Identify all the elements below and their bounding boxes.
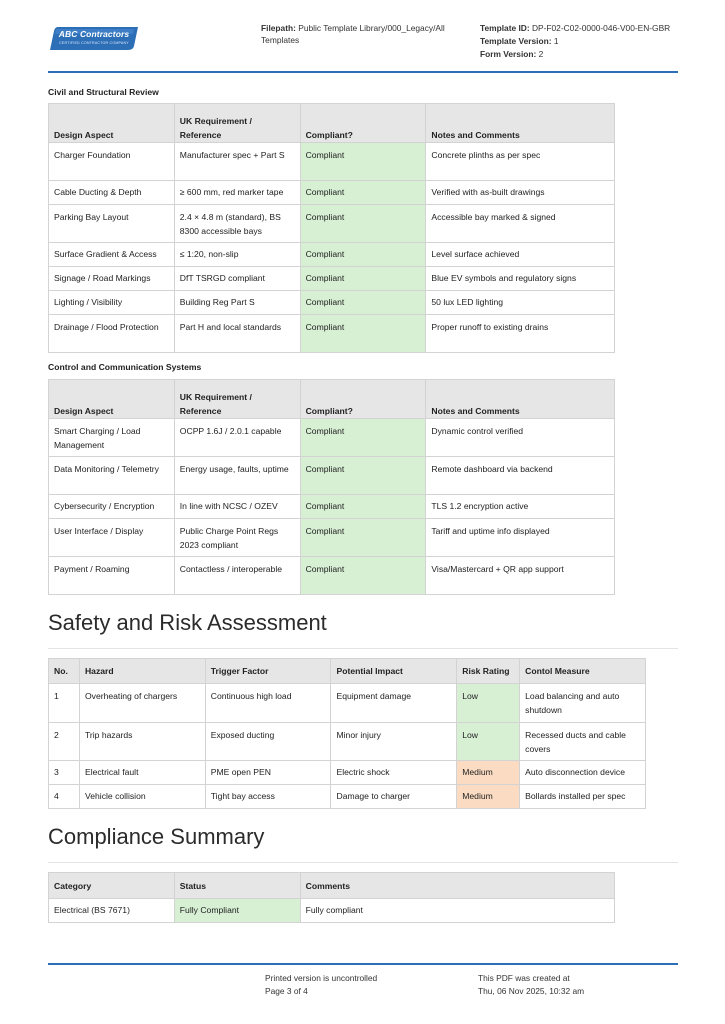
column-header: Design Aspect <box>49 380 175 419</box>
table-cell: Building Reg Part S <box>174 291 300 315</box>
column-header: Potential Impact <box>331 659 457 684</box>
table-cell: Data Monitoring / Telemetry <box>49 457 175 495</box>
table-row <box>49 519 615 557</box>
summary-table <box>48 872 615 923</box>
table-cell: 4 <box>49 785 80 809</box>
table-cell: Public Charge Point Regs 2023 compliant <box>174 519 300 557</box>
table-cell: Vehicle collision <box>79 785 205 809</box>
table-cell: Blue EV symbols and regulatory signs <box>426 267 615 291</box>
table-cell: Dynamic control verified <box>426 419 615 457</box>
table-row <box>49 684 646 723</box>
table-cell: Tariff and uptime info displayed <box>426 519 615 557</box>
filepath-block <box>261 22 461 46</box>
table-cell: 1 <box>49 684 80 723</box>
footer-left <box>265 972 377 998</box>
column-header: Design Aspect <box>49 104 175 143</box>
column-header: Category <box>49 873 175 899</box>
compliance-status: Compliant <box>300 419 426 457</box>
table-row <box>49 495 615 519</box>
safety-heading: Safety and Risk Assessment <box>48 610 327 635</box>
civil-section-title: Civil and Structural Review <box>48 87 159 97</box>
table-row <box>49 785 646 809</box>
table-cell: TLS 1.2 encryption active <box>426 495 615 519</box>
table-cell: Electrical (BS 7671) <box>49 899 175 923</box>
table-cell: 3 <box>49 761 80 785</box>
table-cell: Surface Gradient & Access <box>49 243 175 267</box>
table-cell: Lighting / Visibility <box>49 291 175 315</box>
risk-table <box>48 658 646 809</box>
compliance-status: Compliant <box>300 291 426 315</box>
table-row <box>49 291 615 315</box>
table-cell: Signage / Road Markings <box>49 267 175 291</box>
section-divider <box>48 862 678 863</box>
created-label: This PDF was created at <box>478 973 570 983</box>
table-cell: Trip hazards <box>79 723 205 761</box>
table-cell: Smart Charging / Load Management <box>49 419 175 457</box>
table-cell: Cable Ducting & Depth <box>49 181 175 205</box>
section-divider <box>48 648 678 649</box>
control-table <box>48 379 615 595</box>
table-row <box>49 315 615 353</box>
column-header: Compliant? <box>300 104 426 143</box>
table-cell: Recessed ducts and cable covers <box>520 723 646 761</box>
table-row <box>49 243 615 267</box>
table-row <box>49 267 615 291</box>
compliance-status: Compliant <box>300 457 426 495</box>
column-header: Contol Measure <box>520 659 646 684</box>
template-version-label: Template Version: <box>480 36 552 46</box>
table-cell: 2 <box>49 723 80 761</box>
table-cell: Auto disconnection device <box>520 761 646 785</box>
table-cell: Manufacturer spec + Part S <box>174 143 300 181</box>
table-cell: Load balancing and auto shutdown <box>520 684 646 723</box>
table-cell: Verified with as-built drawings <box>426 181 615 205</box>
risk-rating: Medium <box>457 761 520 785</box>
compliance-status: Compliant <box>300 267 426 291</box>
template-id-value: DP-F02-C02-0000-046-V00-EN-GBR <box>531 23 671 33</box>
filepath-label: Filepath: <box>261 23 296 33</box>
table-cell: Minor injury <box>331 723 457 761</box>
template-id-label: Template ID: <box>480 23 530 33</box>
column-header: UK Requirement / Reference <box>174 380 300 419</box>
table-cell: Tight bay access <box>205 785 331 809</box>
column-header: Notes and Comments <box>426 104 615 143</box>
table-row <box>49 143 615 181</box>
table-row <box>49 419 615 457</box>
footer-right <box>478 972 584 998</box>
table-cell: DfT TSRGD compliant <box>174 267 300 291</box>
table-cell: Electrical fault <box>79 761 205 785</box>
compliance-status: Compliant <box>300 315 426 353</box>
form-version-value: 2 <box>538 49 544 59</box>
page-header <box>0 0 725 74</box>
column-header: No. <box>49 659 80 684</box>
header-divider <box>48 71 678 73</box>
compliance-status: Compliant <box>300 205 426 243</box>
table-cell: Level surface achieved <box>426 243 615 267</box>
column-header: Status <box>174 873 300 899</box>
footer-divider <box>48 963 678 965</box>
compliance-status: Compliant <box>300 243 426 267</box>
company-logo <box>48 26 140 52</box>
column-header: Trigger Factor <box>205 659 331 684</box>
risk-rating: Medium <box>457 785 520 809</box>
table-cell: 50 lux LED lighting <box>426 291 615 315</box>
table-cell: Concrete plinths as per spec <box>426 143 615 181</box>
table-cell: Overheating of chargers <box>79 684 205 723</box>
page-number: Page 3 of 4 <box>265 986 308 996</box>
table-cell: Fully compliant <box>300 899 614 923</box>
table-cell: Visa/Mastercard + QR app support <box>426 557 615 595</box>
compliance-status: Compliant <box>300 519 426 557</box>
column-header: Notes and Comments <box>426 380 615 419</box>
table-cell: 2.4 × 4.8 m (standard), BS 8300 accessible bays <box>174 205 300 243</box>
table-cell: Parking Bay Layout <box>49 205 175 243</box>
template-version-value: 1 <box>553 36 559 46</box>
table-cell: User Interface / Display <box>49 519 175 557</box>
table-header-row <box>49 104 615 143</box>
table-row <box>49 181 615 205</box>
table-row <box>49 761 646 785</box>
table-cell: Continuous high load <box>205 684 331 723</box>
compliance-status: Compliant <box>300 495 426 519</box>
column-header: Hazard <box>79 659 205 684</box>
table-cell: ≤ 1:20, non-slip <box>174 243 300 267</box>
template-meta <box>480 22 690 61</box>
table-cell: Proper runoff to existing drains <box>426 315 615 353</box>
table-cell: Exposed ducting <box>205 723 331 761</box>
risk-rating: Low <box>457 723 520 761</box>
table-cell: Remote dashboard via backend <box>426 457 615 495</box>
column-header: UK Requirement / Reference <box>174 104 300 143</box>
table-cell: PME open PEN <box>205 761 331 785</box>
table-cell: In line with NCSC / OZEV <box>174 495 300 519</box>
table-cell: Accessible bay marked & signed <box>426 205 615 243</box>
filepath-value: Public Template Library/000_Legacy/All Templates <box>261 23 445 45</box>
compliance-status: Compliant <box>300 181 426 205</box>
table-cell: Damage to charger <box>331 785 457 809</box>
logo-tagline: CERTIFIED CONTRACTOR COMPANY <box>59 41 129 45</box>
table-row <box>49 205 615 243</box>
form-version-label: Form Version: <box>480 49 537 59</box>
control-section-title: Control and Communication Systems <box>48 362 202 372</box>
column-header: Risk Rating <box>457 659 520 684</box>
table-row <box>49 899 615 923</box>
table-cell: Cybersecurity / Encryption <box>49 495 175 519</box>
risk-rating: Low <box>457 684 520 723</box>
table-row <box>49 557 615 595</box>
table-cell: Bollards installed per spec <box>520 785 646 809</box>
table-cell: Part H and local standards <box>174 315 300 353</box>
table-header-row <box>49 380 615 419</box>
table-cell: Energy usage, faults, uptime <box>174 457 300 495</box>
table-cell: Equipment damage <box>331 684 457 723</box>
table-cell: Payment / Roaming <box>49 557 175 595</box>
table-cell: ≥ 600 mm, red marker tape <box>174 181 300 205</box>
table-cell: Charger Foundation <box>49 143 175 181</box>
table-cell: Drainage / Flood Protection <box>49 315 175 353</box>
compliance-status: Compliant <box>300 143 426 181</box>
table-row <box>49 723 646 761</box>
logo-text: ABC Contractors <box>58 29 130 39</box>
uncontrolled-note: Printed version is uncontrolled <box>265 973 378 983</box>
table-cell: Electric shock <box>331 761 457 785</box>
compliance-status: Fully Compliant <box>174 899 300 923</box>
compliance-status: Compliant <box>300 557 426 595</box>
created-timestamp: Thu, 06 Nov 2025, 10:32 am <box>478 986 585 996</box>
table-cell: Contactless / interoperable <box>174 557 300 595</box>
summary-heading: Compliance Summary <box>48 824 265 849</box>
table-row <box>49 457 615 495</box>
civil-table <box>48 103 615 353</box>
column-header: Comments <box>300 873 614 899</box>
column-header: Compliant? <box>300 380 426 419</box>
table-cell: OCPP 1.6J / 2.0.1 capable <box>174 419 300 457</box>
table-header-row <box>49 659 646 684</box>
table-header-row <box>49 873 615 899</box>
